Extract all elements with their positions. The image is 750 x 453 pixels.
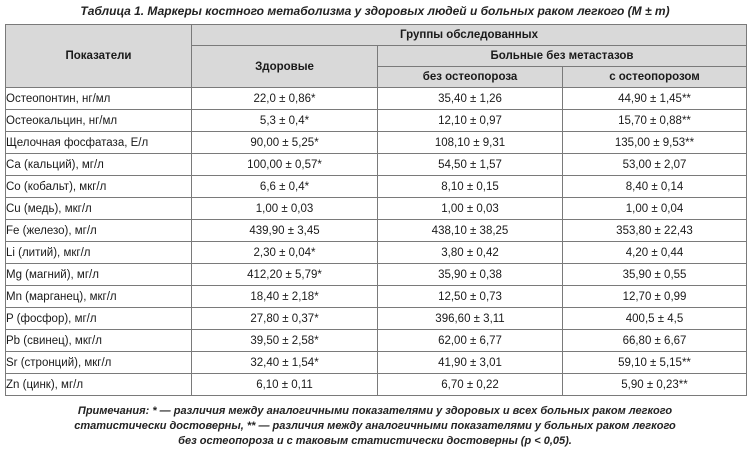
- table-body: [6, 88, 747, 396]
- table-row: [6, 264, 747, 286]
- table-row: [6, 154, 747, 176]
- healthy-value-cell: 6,10 ± 0,11: [192, 374, 378, 396]
- row-name-cell: Остеокальцин, нг/мл: [6, 110, 192, 132]
- without-osteoporosis-value-cell: 12,50 ± 0,73: [378, 286, 563, 308]
- table-row: [6, 110, 747, 132]
- with-osteoporosis-value-cell: 35,90 ± 0,55: [563, 264, 747, 286]
- without-osteoporosis-value-cell: 438,10 ± 38,25: [378, 220, 563, 242]
- healthy-value-cell: 39,50 ± 2,58*: [192, 330, 378, 352]
- table-row: [6, 286, 747, 308]
- healthy-value-cell: 439,90 ± 3,45: [192, 220, 378, 242]
- without-osteoporosis-value-cell: 35,90 ± 0,38: [378, 264, 563, 286]
- table-row: [6, 176, 747, 198]
- row-name-cell: Zn (цинк), мг/л: [6, 374, 192, 396]
- header-patients-no-metastases: Больные без метастазов: [378, 46, 747, 67]
- with-osteoporosis-value-cell: 53,00 ± 2,07: [563, 154, 747, 176]
- with-osteoporosis-value-cell: 8,40 ± 0,14: [563, 176, 747, 198]
- healthy-value-cell: 1,00 ± 0,03: [192, 198, 378, 220]
- with-osteoporosis-value-cell: 66,80 ± 6,67: [563, 330, 747, 352]
- header-groups: Группы обследованных: [192, 25, 747, 46]
- healthy-value-cell: 6,6 ± 0,4*: [192, 176, 378, 198]
- row-name-cell: Со (кобальт), мкг/л: [6, 176, 192, 198]
- header-healthy: Здоровые: [192, 46, 378, 88]
- row-name-cell: Mg (магний), мг/л: [6, 264, 192, 286]
- table-notes: [0, 404, 750, 449]
- row-name-cell: Остеопонтин, нг/мл: [6, 88, 192, 110]
- note-line: Примечания: * — различия между аналогичными показателями у здоровых и всех больных раком легкого: [77, 405, 673, 417]
- note-line: без остеопороза и с таковым статистически достоверны (p < 0,05).: [178, 435, 572, 447]
- without-osteoporosis-value-cell: 108,10 ± 9,31: [378, 132, 563, 154]
- healthy-value-cell: 2,30 ± 0,04*: [192, 242, 378, 264]
- row-name-cell: Li (литий), мкг/л: [6, 242, 192, 264]
- row-name-cell: Cu (медь), мкг/л: [6, 198, 192, 220]
- table-header: [6, 25, 747, 88]
- without-osteoporosis-value-cell: 3,80 ± 0,42: [378, 242, 563, 264]
- without-osteoporosis-value-cell: 62,00 ± 6,77: [378, 330, 563, 352]
- header-without-osteoporosis: без остеопороза: [378, 67, 563, 88]
- header-indicator: Показатели: [6, 25, 192, 88]
- without-osteoporosis-value-cell: 41,90 ± 3,01: [378, 352, 563, 374]
- row-name-cell: P (фосфор), мг/л: [6, 308, 192, 330]
- with-osteoporosis-value-cell: 5,90 ± 0,23**: [563, 374, 747, 396]
- table-row: [6, 242, 747, 264]
- row-name-cell: Щелочная фосфатаза, Е/л: [6, 132, 192, 154]
- healthy-value-cell: 100,00 ± 0,57*: [192, 154, 378, 176]
- bone-metabolism-table: [5, 24, 747, 396]
- without-osteoporosis-value-cell: 35,40 ± 1,26: [378, 88, 563, 110]
- with-osteoporosis-value-cell: 4,20 ± 0,44: [563, 242, 747, 264]
- row-name-cell: Pb (свинец), мкг/л: [6, 330, 192, 352]
- note-line: статистически достоверны, ** — различия между аналогичными показателями у больных раком легкого: [74, 420, 676, 432]
- without-osteoporosis-value-cell: 8,10 ± 0,15: [378, 176, 563, 198]
- with-osteoporosis-value-cell: 12,70 ± 0,99: [563, 286, 747, 308]
- healthy-value-cell: 32,40 ± 1,54*: [192, 352, 378, 374]
- table-row: [6, 132, 747, 154]
- with-osteoporosis-value-cell: 59,10 ± 5,15**: [563, 352, 747, 374]
- table-row: [6, 330, 747, 352]
- table-row: [6, 308, 747, 330]
- header-with-osteoporosis: с остеопорозом: [563, 67, 747, 88]
- without-osteoporosis-value-cell: 6,70 ± 0,22: [378, 374, 563, 396]
- healthy-value-cell: 5,3 ± 0,4*: [192, 110, 378, 132]
- with-osteoporosis-value-cell: 400,5 ± 4,5: [563, 308, 747, 330]
- with-osteoporosis-value-cell: 353,80 ± 22,43: [563, 220, 747, 242]
- with-osteoporosis-value-cell: 135,00 ± 9,53**: [563, 132, 747, 154]
- healthy-value-cell: 18,40 ± 2,18*: [192, 286, 378, 308]
- without-osteoporosis-value-cell: 12,10 ± 0,97: [378, 110, 563, 132]
- healthy-value-cell: 412,20 ± 5,79*: [192, 264, 378, 286]
- table-row: [6, 352, 747, 374]
- with-osteoporosis-value-cell: 1,00 ± 0,04: [563, 198, 747, 220]
- without-osteoporosis-value-cell: 396,60 ± 3,11: [378, 308, 563, 330]
- row-name-cell: Fe (железо), мг/л: [6, 220, 192, 242]
- without-osteoporosis-value-cell: 54,50 ± 1,57: [378, 154, 563, 176]
- table-row: [6, 88, 747, 110]
- table-row: [6, 220, 747, 242]
- without-osteoporosis-value-cell: 1,00 ± 0,03: [378, 198, 563, 220]
- row-name-cell: Mn (марганец), мкг/л: [6, 286, 192, 308]
- table-row: [6, 374, 747, 396]
- healthy-value-cell: 27,80 ± 0,37*: [192, 308, 378, 330]
- with-osteoporosis-value-cell: 15,70 ± 0,88**: [563, 110, 747, 132]
- table-caption: Таблица 1. Маркеры костного метаболизма у здоровых людей и больных раком легкого (M ± m): [80, 4, 670, 18]
- healthy-value-cell: 22,0 ± 0,86*: [192, 88, 378, 110]
- with-osteoporosis-value-cell: 44,90 ± 1,45**: [563, 88, 747, 110]
- healthy-value-cell: 90,00 ± 5,25*: [192, 132, 378, 154]
- table-row: [6, 198, 747, 220]
- row-name-cell: Са (кальций), мг/л: [6, 154, 192, 176]
- row-name-cell: Sr (стронций), мкг/л: [6, 352, 192, 374]
